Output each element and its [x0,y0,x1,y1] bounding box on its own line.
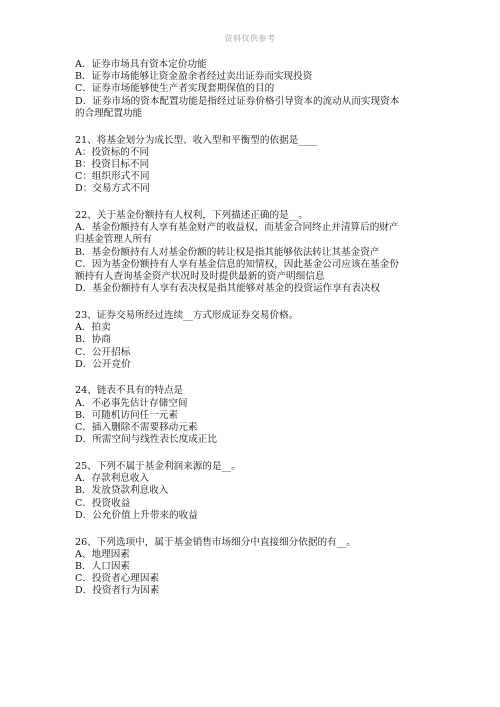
text-line: 的合理配置功能 [75,107,143,119]
text-line: B．证券市场能够让资金盈余者经过卖出证券而实现投资 [75,71,313,83]
answer-option: B．人口因素 [75,560,131,572]
answer-option: A：投资标的不同 [75,146,150,158]
answer-option: C．公开招标 [75,346,131,358]
question-stem: 22、关于基金份额持有人权利，下列描述正确的是__。 [75,210,308,222]
question-stem: 25、下列不属于基金利润来源的是__。 [75,460,241,472]
question-stem: 24、链表不具有的特点是 [75,385,184,397]
answer-option: A、地理因素 [75,548,130,560]
answer-option: C．插入删除不需要移动元素 [75,422,198,434]
answer-option: D．所需空间与线性表长度成正比 [75,434,218,446]
question-block-21 [75,135,437,196]
question-block-23 [75,310,437,371]
answer-option: C．投资者心理因素 [75,573,160,585]
answer-option: B．发放贷款利息收入 [75,485,169,497]
question-block-24 [75,385,437,446]
answer-option-continued: 归基金管理人所有 [75,234,152,246]
text-line: D．证券市场的资本配置功能是指经过证券价格引导资本的流动从而实现资本 [75,95,400,107]
question-stem: 26、下列选项中，属于基金销售市场细分中直接细分依据的有__。 [75,536,356,548]
answer-option-continued: 额持有人查询基金资产状况时及时提供最新的资产明细信息 [75,271,325,283]
answer-option: D．公开竞价 [75,358,131,370]
question-stem: 21、将基金划分为成长型、收入型和平衡型的依据是____ [75,134,318,146]
page-header: 资料仅供参考 [224,34,276,43]
answer-option: A．不必事先估计存储空间 [75,397,188,409]
question-block-26 [75,537,437,598]
answer-option: C：组织形式不同 [75,171,150,183]
answer-option: D．基金份额持有人享有表决权是指其能够对基金的投资运作享有表决权 [75,283,381,295]
document-body [75,59,437,598]
answer-option: B．基金份额持有人对基金份额的转让权是指其能够依法转让其基金资产 [75,246,380,258]
answer-option: A．基金份额持有人享有基金财产的收益权，而基金合同终止并清算后的财产 [75,222,399,234]
text-line: A．证券市场具有资本定价功能 [75,59,207,70]
answer-option: D．投资者行为因素 [75,585,160,597]
text-line: C．证券市场能够使生产者实现套期保值的目的 [75,83,275,95]
answer-option: D：交易方式不同 [75,183,150,195]
question-block-20-options [75,59,437,120]
answer-option: B．可随机访问任一元素 [75,409,178,421]
answer-option: A．拍卖 [75,322,111,334]
question-stem: 23、证券交易所经过连续__方式形成证券交易价格。 [75,309,299,321]
answer-option: C．因为基金份额持有人享有基金信息的知情权，因此基金公司应该在基金份 [75,258,399,270]
answer-option: A．存款利息收入 [75,473,150,485]
answer-option: C．投资收益 [75,497,131,509]
question-block-25 [75,461,437,522]
question-block-22 [75,210,437,295]
answer-option: D．公允价值上升带来的收益 [75,509,198,521]
answer-option: B：投资目标不同 [75,158,150,170]
answer-option: B．协商 [75,334,111,346]
